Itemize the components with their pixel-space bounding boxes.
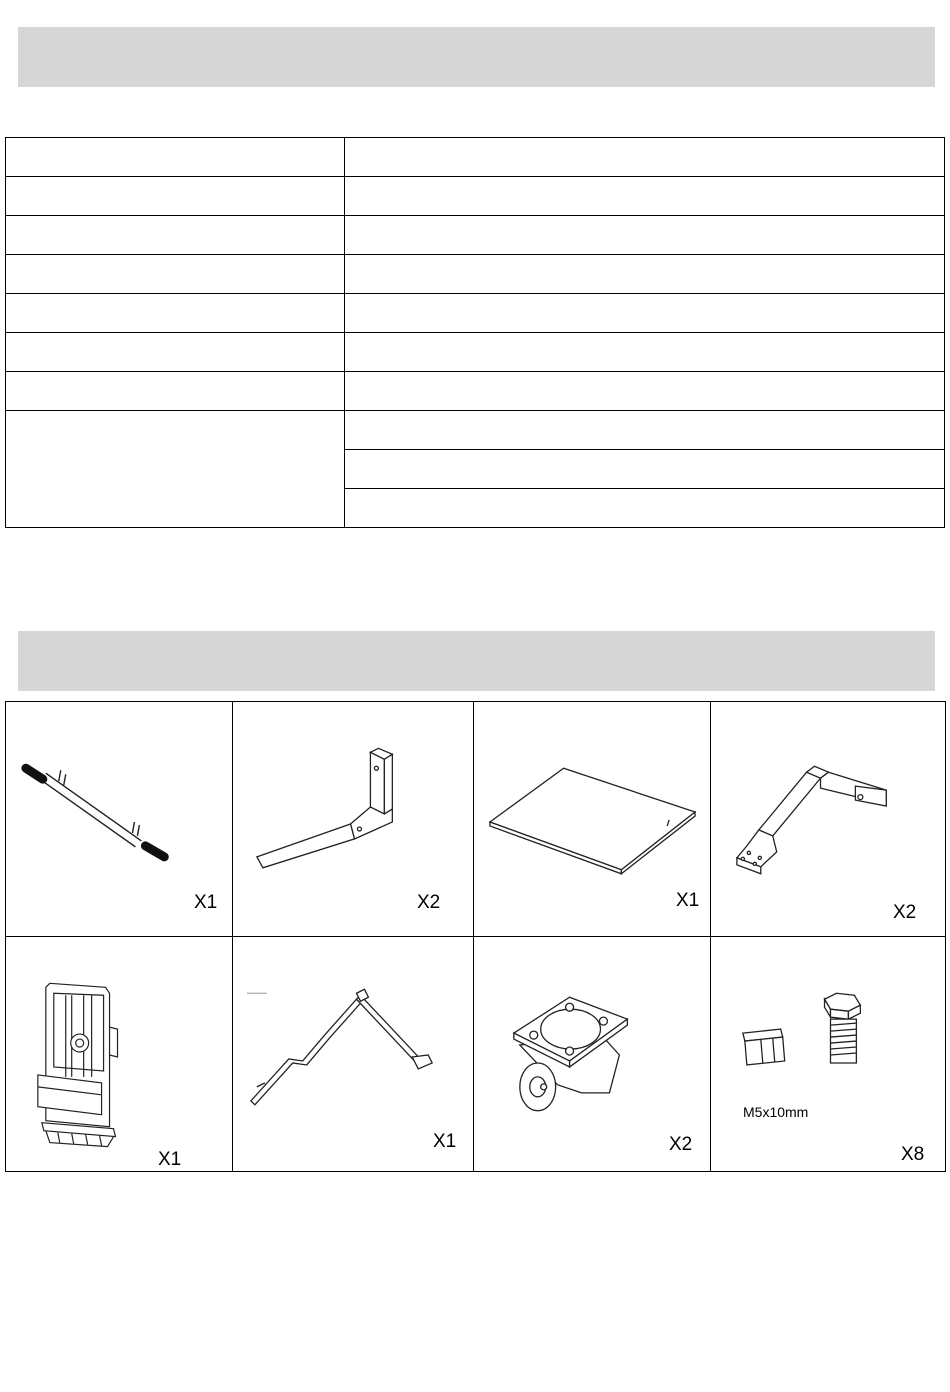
spec-value (345, 177, 945, 216)
part-cell-handle-bar (6, 702, 233, 937)
spec-value (345, 372, 945, 411)
spec-value (345, 138, 945, 177)
spec-row (6, 177, 945, 216)
spec-value (345, 411, 945, 450)
spec-row (6, 411, 945, 450)
bolt-nut-icon (711, 937, 945, 1171)
spec-value (345, 216, 945, 255)
spec-row (6, 216, 945, 255)
spec-row (6, 255, 945, 294)
spec-label (6, 294, 345, 333)
quantity-label: X2 (669, 1134, 693, 1155)
spec-row (6, 372, 945, 411)
spec-row (6, 294, 945, 333)
quantity-label: X1 (158, 1149, 182, 1170)
lifter-frame-icon (6, 937, 232, 1171)
spec-label (6, 177, 345, 216)
quantity-label: X1 (676, 890, 700, 911)
spec-label (6, 333, 345, 372)
parts-list-table (5, 701, 946, 1172)
spec-label (6, 411, 345, 528)
quantity-label: X1 (433, 1131, 457, 1152)
spec-value (345, 489, 945, 528)
part-cell-caster-wheel (474, 937, 711, 1172)
part-cell-mount-arm (711, 702, 946, 937)
spec-label (6, 138, 345, 177)
spec-label (6, 216, 345, 255)
spec-label (6, 255, 345, 294)
spec-value (345, 450, 945, 489)
part-cell-l-bracket (233, 702, 474, 937)
section-header-bar (18, 27, 935, 87)
spec-value (345, 333, 945, 372)
base-plate-icon (474, 702, 710, 936)
part-cell-lifter-frame (6, 937, 233, 1172)
quantity-label: X2 (893, 902, 917, 923)
section-header-bar (18, 631, 935, 691)
part-cell-crank-handle (233, 937, 474, 1172)
quantity-label: X8 (901, 1144, 925, 1165)
quantity-label: X2 (417, 892, 441, 913)
bolt-size-label: M5x10mm (743, 1104, 809, 1120)
mount-arm-icon (711, 702, 945, 936)
spec-row (6, 333, 945, 372)
spec-label (6, 372, 345, 411)
spec-value (345, 294, 945, 333)
quantity-label: X1 (194, 892, 218, 913)
part-cell-base-plate (474, 702, 711, 937)
spec-row (6, 138, 945, 177)
specification-table (5, 137, 945, 528)
part-cell-bolt-nut (711, 937, 946, 1172)
spec-value (345, 255, 945, 294)
